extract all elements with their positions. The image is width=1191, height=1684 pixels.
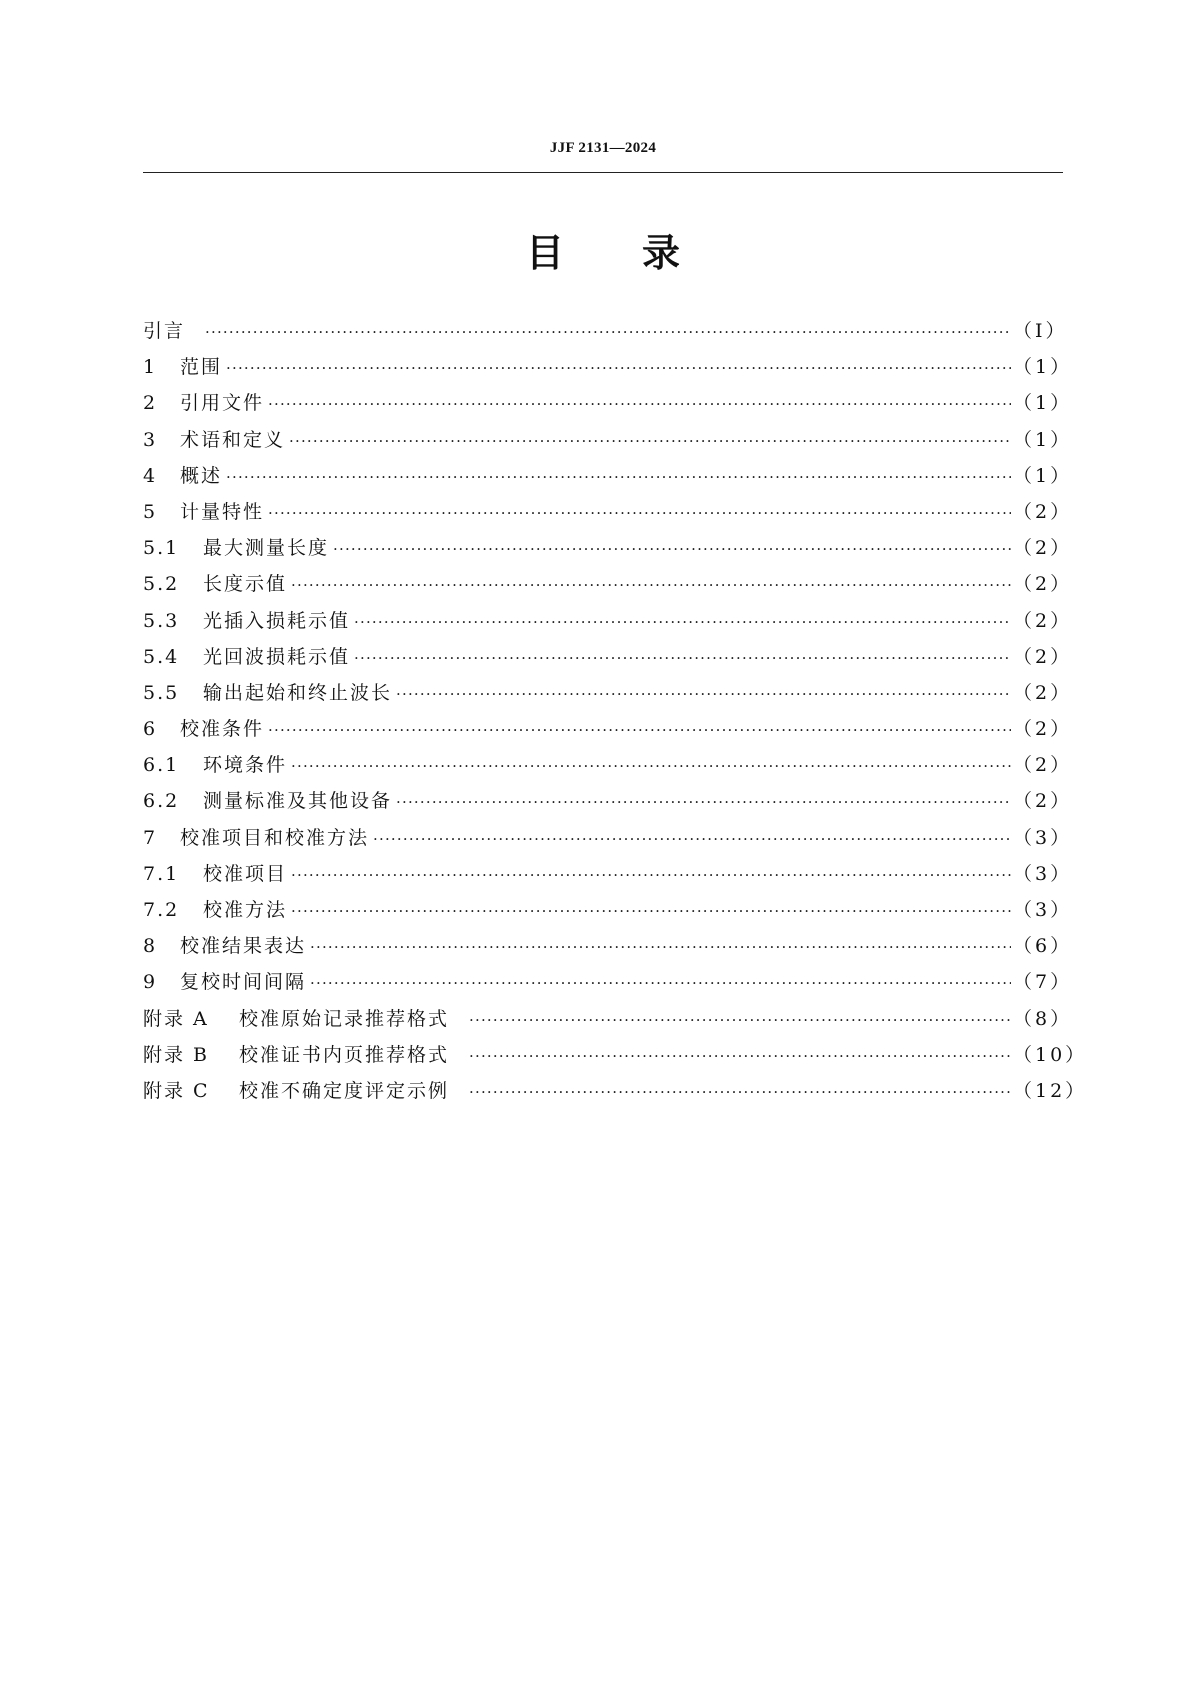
toc-entry[interactable] xyxy=(143,711,1073,747)
toc-entry-page-number: （2） xyxy=(1013,500,1073,523)
toc-entry[interactable] xyxy=(143,530,1073,566)
toc-entry-page-number: （2） xyxy=(1013,754,1073,777)
toc-entry-number: 附录 C xyxy=(143,1079,210,1102)
toc-entry-page-number: （1） xyxy=(1013,392,1073,415)
toc-entry-number: 6.1 xyxy=(143,754,180,777)
toc-entry-label: 校准条件 xyxy=(180,718,265,741)
toc-entry-number: 5.3 xyxy=(143,609,180,632)
toc-entry[interactable] xyxy=(143,458,1073,494)
toc-dot-leader xyxy=(291,567,1011,603)
toc-dot-leader xyxy=(268,495,1011,531)
toc-entry-page-number: （3） xyxy=(1013,862,1073,885)
toc-dot-leader xyxy=(205,314,1011,350)
toc-entry-number: 6 xyxy=(143,718,158,741)
toc-entry-page-number: （12） xyxy=(1013,1079,1088,1102)
toc-entry-page-number: （2） xyxy=(1013,537,1073,560)
toc-dot-leader xyxy=(333,531,1011,567)
toc-entry-number: 附录 A xyxy=(143,1007,209,1030)
toc-entry[interactable] xyxy=(143,313,1068,349)
toc-dot-leader xyxy=(291,893,1011,929)
toc-dot-leader xyxy=(396,676,1011,712)
toc-dot-leader xyxy=(469,1074,1011,1110)
toc-entry[interactable] xyxy=(143,856,1073,892)
toc-entry-label: 光插入损耗示值 xyxy=(203,609,351,632)
toc-entry-page-number: （2） xyxy=(1013,609,1073,632)
toc-dot-leader xyxy=(396,784,1011,820)
toc-entry-number: 3 xyxy=(143,428,158,451)
toc-entry-label: 校准结果表达 xyxy=(180,935,307,958)
toc-entry-label: 概述 xyxy=(180,464,223,487)
toc-entry-label: 校准方法 xyxy=(203,899,288,921)
header-rule xyxy=(143,172,1063,173)
toc-entry-label: 光回波损耗示值 xyxy=(203,645,351,668)
toc-entry-label: 校准证书内页推荐格式 xyxy=(239,1043,450,1066)
toc-entry-label: 复校时间间隔 xyxy=(180,971,307,994)
toc-entry-page-number: （3） xyxy=(1013,899,1073,921)
toc-entry-number: 4 xyxy=(143,464,158,487)
toc-entry-label: 术语和定义 xyxy=(180,428,286,451)
toc-entry-page-number: （2） xyxy=(1013,790,1073,813)
toc-entry[interactable] xyxy=(143,494,1073,530)
toc-entry-page-number: （2） xyxy=(1013,645,1073,668)
toc-entry-label: 引用文件 xyxy=(180,392,265,415)
toc-dot-leader xyxy=(310,965,1011,1001)
toc-entry-label: 环境条件 xyxy=(203,754,288,777)
toc-entry-label: 测量标准及其他设备 xyxy=(203,790,393,813)
toc-entry-number: 5.5 xyxy=(143,681,180,704)
toc-entry-number: 9 xyxy=(143,971,158,994)
document-code-header: JJF 2131—2024 xyxy=(549,140,657,156)
toc-entry-page-number: （8） xyxy=(1013,1007,1073,1030)
toc-entry-label: 校准不确定度评定示例 xyxy=(239,1079,450,1102)
toc-entry[interactable] xyxy=(143,783,1073,819)
toc-entry-label: 校准项目和校准方法 xyxy=(180,826,370,849)
toc-entry-page-number: （3） xyxy=(1013,826,1073,849)
toc-entry-label: 最大测量长度 xyxy=(203,537,330,560)
toc-list xyxy=(143,313,1088,1109)
toc-dot-leader xyxy=(226,459,1011,495)
toc-entry-number: 1 xyxy=(143,356,158,379)
toc-entry-page-number: （2） xyxy=(1013,681,1073,704)
toc-entry-number: 附录 B xyxy=(143,1043,210,1066)
toc-entry[interactable] xyxy=(143,422,1073,458)
toc-title-char-1: 目 xyxy=(525,230,564,275)
toc-entry[interactable] xyxy=(143,603,1073,639)
toc-entry-number: 7 xyxy=(143,826,158,849)
toc-entry[interactable] xyxy=(143,1073,1088,1109)
toc-entry[interactable] xyxy=(143,964,1073,1000)
toc-entry[interactable] xyxy=(143,820,1073,856)
toc-entry-page-number: （1） xyxy=(1013,428,1073,451)
toc-entry-label: 输出起始和终止波长 xyxy=(203,681,393,704)
toc-entry[interactable] xyxy=(143,892,1073,928)
toc-title-char-2: 录 xyxy=(642,230,681,275)
toc-dot-leader xyxy=(226,350,1011,386)
toc-entry-page-number: （1） xyxy=(1013,464,1073,487)
toc-dot-leader xyxy=(469,1002,1011,1038)
toc-dot-leader xyxy=(268,712,1011,748)
toc-dot-leader xyxy=(469,1038,1011,1074)
toc-entry-page-number: （Ⅰ） xyxy=(1013,320,1068,342)
toc-entry[interactable] xyxy=(143,1037,1088,1073)
toc-entry[interactable] xyxy=(143,747,1073,783)
toc-entry-page-number: （1） xyxy=(1013,356,1073,379)
toc-dot-leader xyxy=(354,604,1011,640)
toc-entry-page-number: （2） xyxy=(1013,718,1073,741)
toc-entry[interactable] xyxy=(143,385,1073,421)
toc-entry-number: 6.2 xyxy=(143,790,180,813)
toc-entry-label: 计量特性 xyxy=(180,500,265,523)
toc-entry-label: 校准原始记录推荐格式 xyxy=(239,1007,450,1030)
toc-dot-leader xyxy=(354,640,1011,676)
toc-entry-page-number: （2） xyxy=(1013,573,1073,596)
toc-dot-leader xyxy=(310,929,1011,965)
toc-entry-number: 5.2 xyxy=(143,573,180,596)
toc-entry[interactable] xyxy=(143,639,1073,675)
toc-entry[interactable] xyxy=(143,349,1073,385)
toc-entry-page-number: （6） xyxy=(1013,935,1073,958)
toc-entry-label: 长度示值 xyxy=(203,573,288,596)
toc-entry-number: 5.1 xyxy=(143,537,180,560)
toc-entry[interactable] xyxy=(143,566,1073,602)
toc-entry-number: 7.1 xyxy=(143,862,180,885)
toc-dot-leader xyxy=(289,423,1011,459)
toc-entry-label: 引言 xyxy=(143,320,186,342)
toc-entry[interactable] xyxy=(143,928,1073,964)
toc-entry-label: 范围 xyxy=(180,356,223,379)
toc-dot-leader xyxy=(291,857,1011,893)
toc-entry[interactable] xyxy=(143,675,1073,711)
toc-entry-page-number: （10） xyxy=(1013,1043,1088,1066)
toc-entry-number: 5 xyxy=(143,500,158,523)
toc-dot-leader xyxy=(373,821,1011,857)
toc-entry-number: 5.4 xyxy=(143,645,180,668)
toc-title xyxy=(143,225,1063,281)
toc-entry-number: 2 xyxy=(143,392,158,415)
toc-entry-number: 7.2 xyxy=(143,899,180,921)
toc-dot-leader xyxy=(268,386,1011,422)
toc-entry-label: 校准项目 xyxy=(203,862,288,885)
toc-entry-number: 8 xyxy=(143,935,158,958)
toc-entry[interactable] xyxy=(143,1001,1073,1037)
toc-dot-leader xyxy=(291,748,1011,784)
toc-entry-page-number: （7） xyxy=(1013,971,1073,994)
